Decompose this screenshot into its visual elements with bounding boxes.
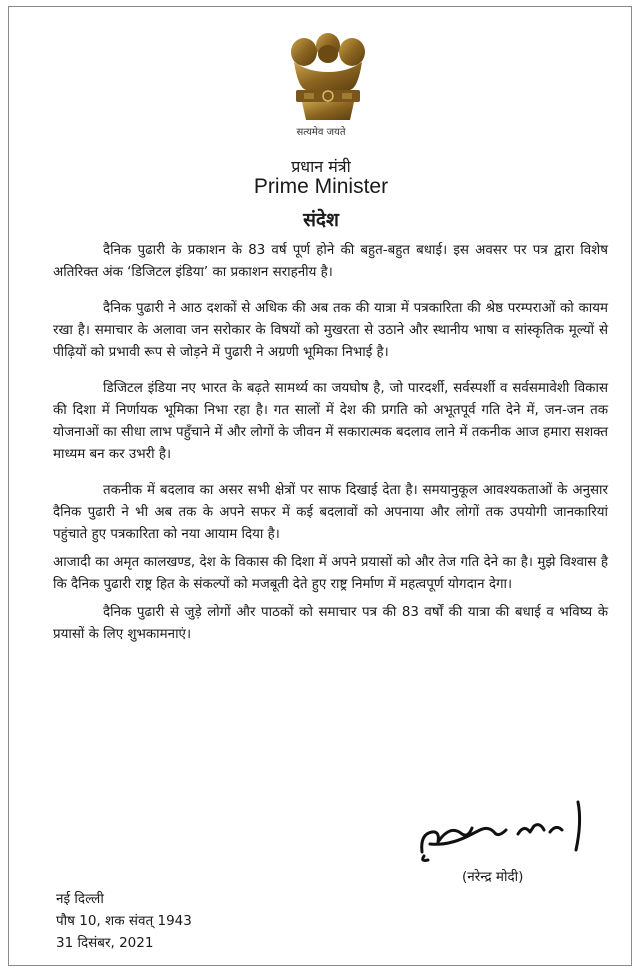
handwritten-signature [410,794,595,864]
title-hindi: प्रधान मंत्री [291,157,351,176]
paragraph-2: दैनिक पुढारी ने आठ दशकों से अधिक की अब तक की यात्रा में पत्रकारिता की श्रेष्ठ परम्पराओं को कायम रखा है। समाचार के अलावा जन सरोकार के विषयों को मुखरता से उठाने और स्थानीय भाषा व सांस्कृतिक मूल्यों से पीढ़ियों को प्रभावी रूप से जोड़ने में पुढारी ने अग्रणी भूमिका निभाई है। [53,301,608,360]
message-heading: संदेश [303,209,339,231]
national-emblem-icon [268,28,388,124]
signatory-name: (नरेन्द्र मोदी) [462,869,524,885]
title-english: Prime Minister [253,175,389,198]
emblem-motto: सत्यमेव जयते [296,127,346,138]
paragraph-3: डिजिटल इंडिया नए भारत के बढ़ते सामर्थ्य का जयघोष है, जो पारदर्शी, सर्वस्पर्शी व सर्वसमावेशी विकास की दिशा में निर्णायक भूमिका निभा रहा है। गत सालों में देश की प्रगति को अभूतपूर्व गति देने में, जन-जन तक योजनाओं का सीधा लाभ पहुँचाने में और लोगों के जीवन में सकारात्मक बदलाव लाने में तकनीक आज हमारा सशक्त माध्यम बन कर उभरी है। [53,381,608,462]
paragraph-6: दैनिक पुढारी से जुड़े लोगों और पाठकों को समाचार पत्र की 83 वर्षों की यात्रा की बधाई व भविष्य के प्रयासों के लिए शुभकामनाएं। [53,605,608,642]
paragraph-5: आजादी का अमृत कालखण्ड, देश के विकास की दिशा में अपने प्रयासों को और तेज गति देने का है। मुझे विश्वास है कि दैनिक पुढारी राष्ट्र हित के संकल्पों को मजबूती देते हुए राष्ट्र निर्माण में महत्वपूर्ण योगदान देगा। [53,555,608,592]
place-and-date [56,888,192,954]
paragraph-1: दैनिक पुढारी के प्रकाशन के 83 वर्ष पूर्ण होने की बहुत-बहुत बधाई। इस अवसर पर पत्र द्वारा विशेष अतिरिक्त अंक ‘डिजिटल इंडिया’ का प्रकाशन सराहनीय है। [53,243,608,280]
message-body [53,240,608,660]
paragraph-4: तकनीक में बदलाव का असर सभी क्षेत्रों पर साफ दिखाई देता है। समयानुकूल आवश्यकताओं के अनुसार दैनिक पुढारी ने भी अब तक के अपने सफर में कई बदलावों को अपनाया और लोगों तक उपयोगी जानकारियां पहुंचाते हुए पत्रकारिता को नया आयाम दिया है। [53,483,608,542]
date: 31 दिसंबर, 2021 [56,935,154,951]
saka-date: पौष 10, शक संवत् 1943 [56,913,192,929]
place: नई दिल्ली [56,891,104,907]
